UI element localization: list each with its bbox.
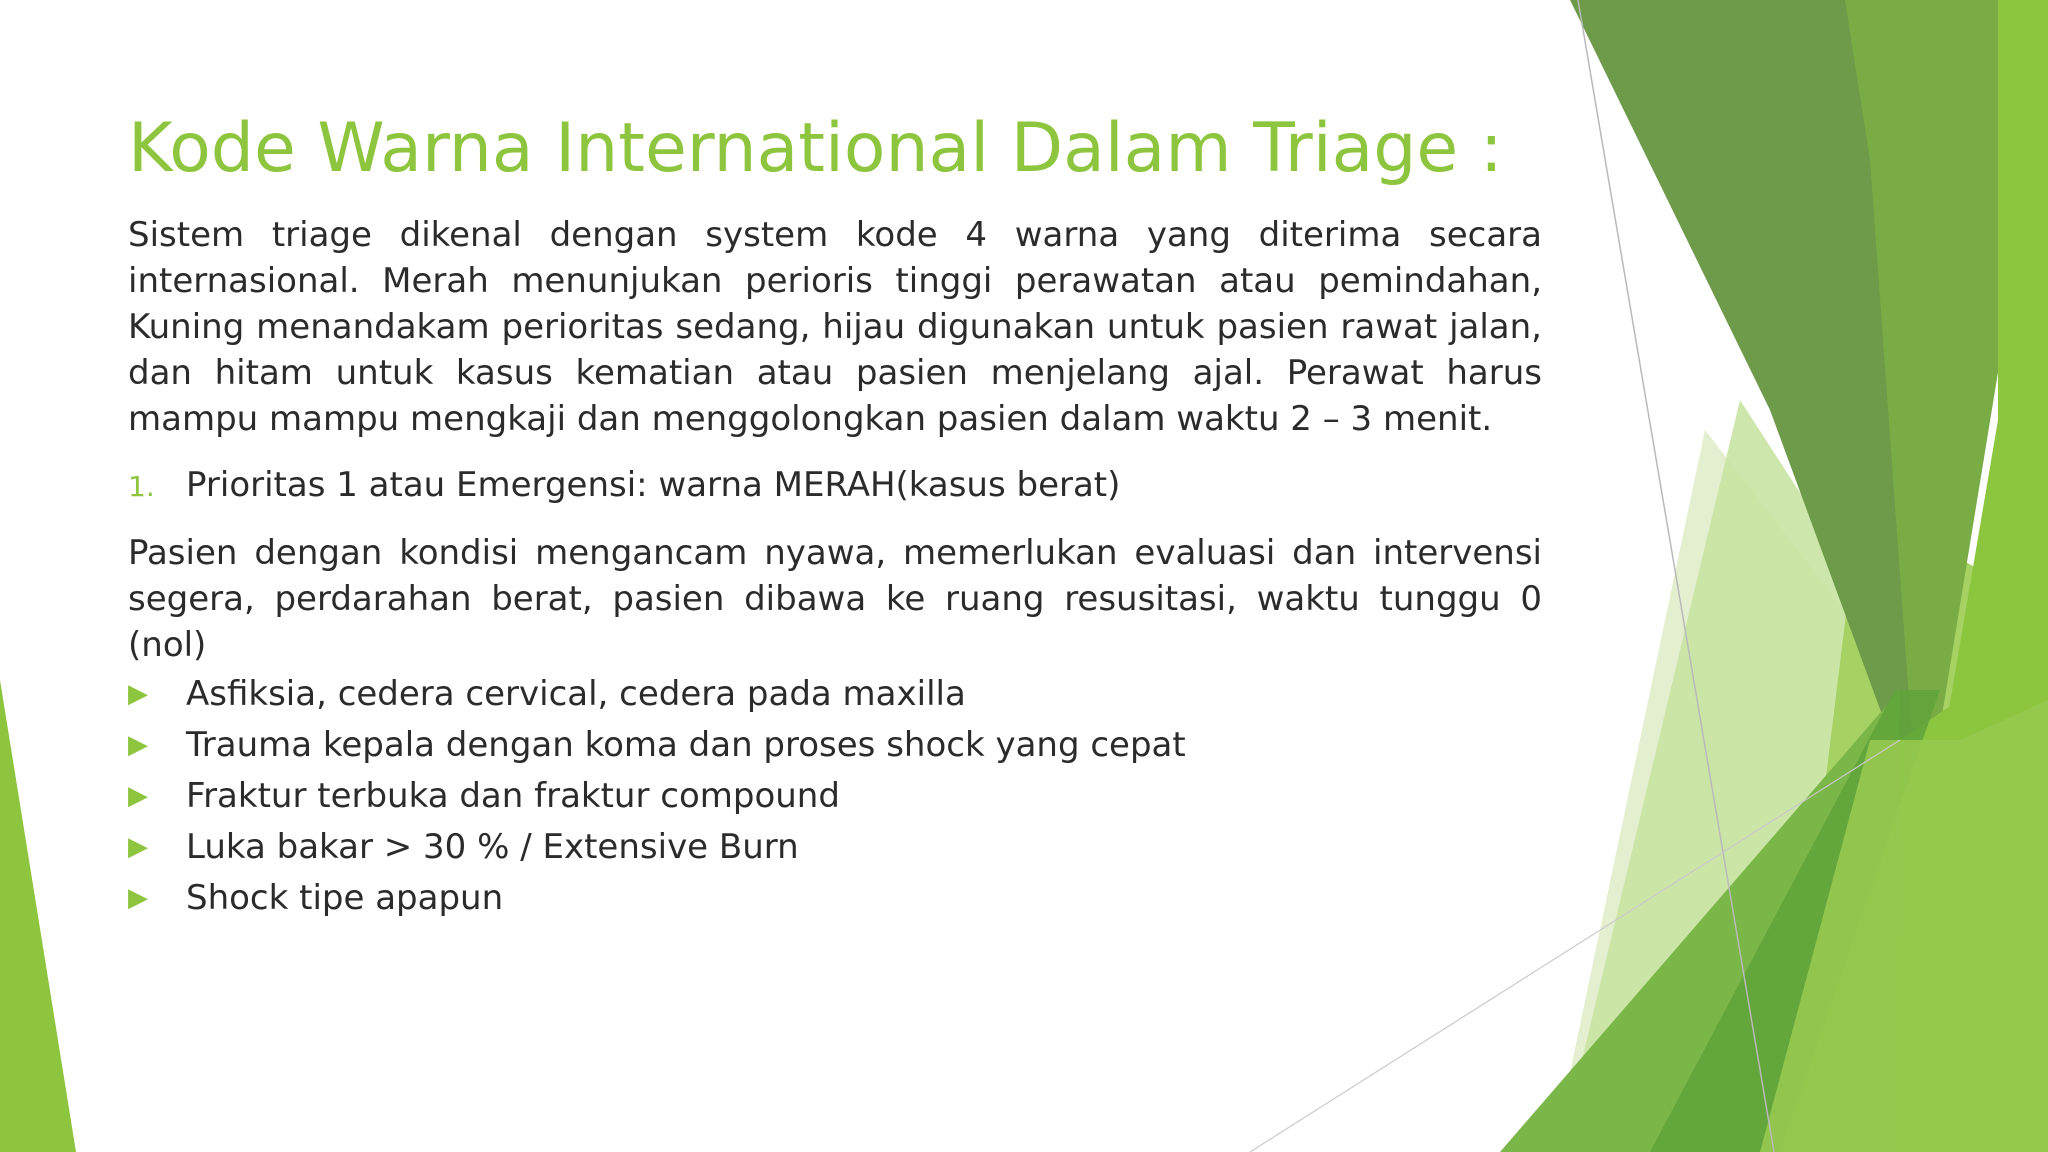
numbered-item <box>128 462 1542 510</box>
triangle-right-icon: ▶ <box>128 780 148 811</box>
bullet-list <box>128 668 1542 923</box>
numbered-item-number: 1. <box>128 470 155 503</box>
list-item <box>128 821 1542 872</box>
triangle-right-icon: ▶ <box>128 882 148 913</box>
bullet-text: Shock tipe apapun <box>186 877 504 918</box>
list-item <box>128 770 1542 821</box>
triangle-right-icon: ▶ <box>128 831 148 862</box>
list-item <box>128 668 1542 719</box>
detail-paragraph: Pasien dengan kondisi mengancam nyawa, memerlukan evaluasi dan intervensi segera, perdarahan berat, pasien dibawa ke ruang resusitasi, waktu tunggu 0 (nol) <box>128 533 1542 665</box>
slide-content <box>128 212 1542 923</box>
triangle-right-icon: ▶ <box>128 729 148 760</box>
left-green-sliver <box>0 680 76 1152</box>
intro-paragraph: Sistem triage dikenal dengan system kode 4 warna yang diterima secara internasional. Merah menunjukan perioris tinggi perawatan atau pemindahan, Kuning menandakam perioritas sedang, hijau digunakan untuk pasien rawat jalan, dan hitam untuk kasus kematian atau pasien menjelang ajal. Perawat harus mampu mampu mengkaji dan menggolongkan pasien dalam waktu 2 – 3 menit. <box>128 215 1542 439</box>
bullet-text: Luka bakar > 30 % / Extensive Burn <box>186 826 799 867</box>
bullet-text: Trauma kepala dengan koma dan proses shock yang cepat <box>186 724 1186 765</box>
bullet-text: Asfiksia, cedera cervical, cedera pada maxilla <box>186 673 966 714</box>
bullet-text: Fraktur terbuka dan fraktur compound <box>186 775 840 816</box>
numbered-item-text: Prioritas 1 atau Emergensi: warna MERAH(kasus berat) <box>186 465 1121 505</box>
slide-title: Kode Warna International Dalam Triage : <box>128 109 1503 188</box>
triangle-right-icon: ▶ <box>128 678 148 709</box>
list-item <box>128 872 1542 923</box>
list-item <box>128 719 1542 770</box>
